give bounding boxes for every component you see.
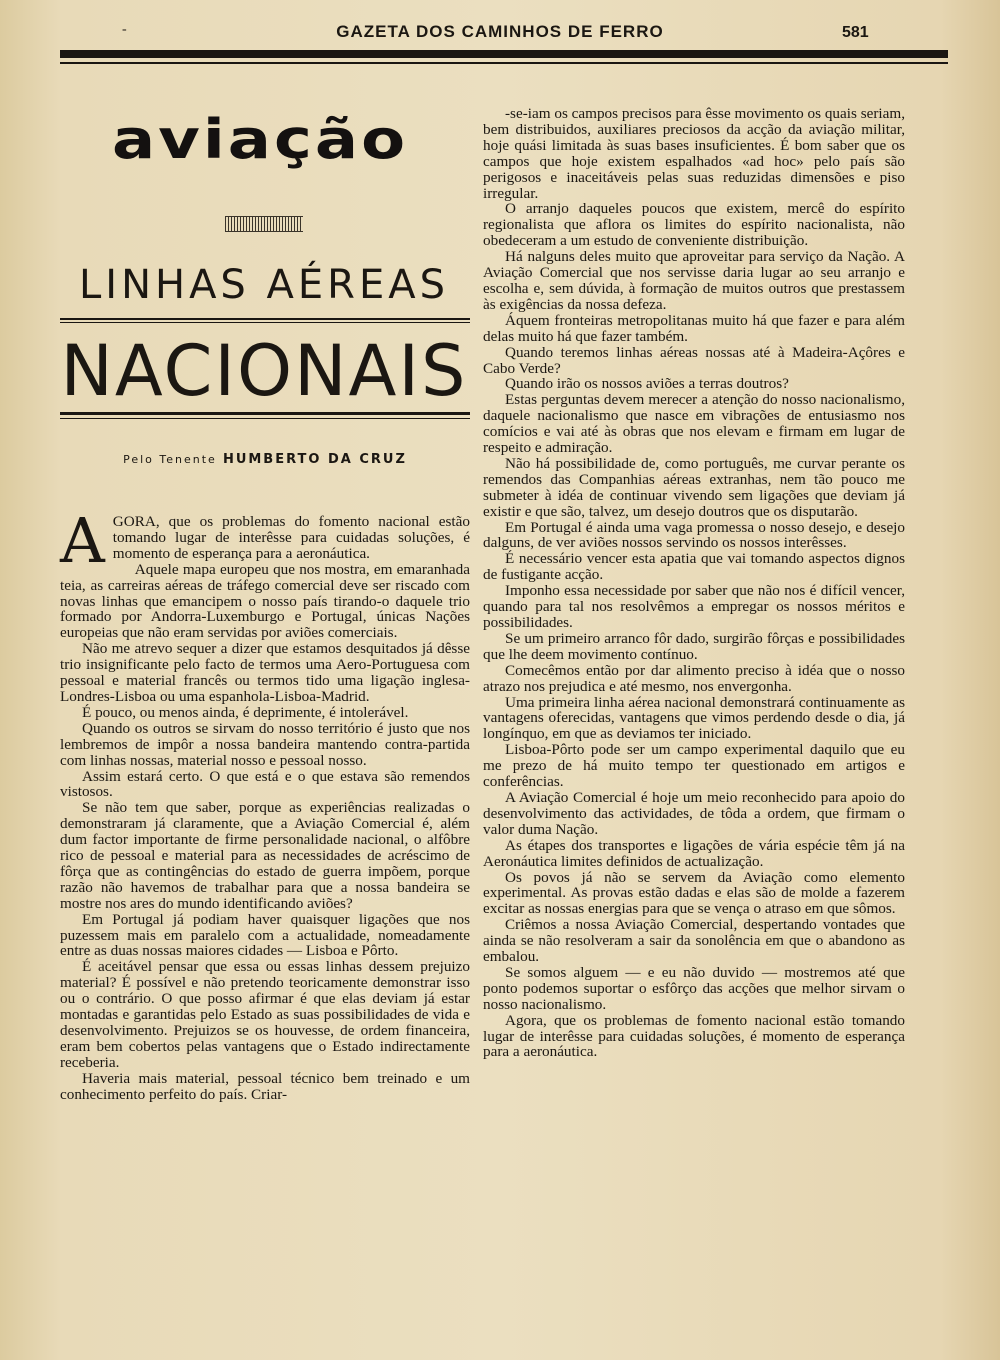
- article-paragraph: A Aviação Comercial é hoje um meio reconhecido para apoio do desenvolvimento das actividades, de tôda a ordem, que firmam o valor duma Nação.: [483, 788, 905, 838]
- article-paragraph: Agora, que os problemas de fomento nacional estão tomando lugar de interêsse para cuidadas soluções, é momento de esperança para a aeronáutica.: [483, 1011, 905, 1061]
- article-paragraph: É pouco, ou menos ainda, é deprimente, é intolerável.: [82, 703, 409, 721]
- article-paragraph: Uma primeira linha aérea nacional demonstrará continuamente as vantagens oferecidas, vantagens que vimos perdendo desde o dia, já longínquo, em que as deviamos ter iniciado.: [483, 693, 905, 743]
- article-paragraph: Assim estará certo. O que está e o que estava são remendos vistosos.: [60, 767, 470, 801]
- headline-line-2: NACIONAIS: [60, 330, 468, 412]
- section-title: aviação: [111, 108, 409, 172]
- article-paragraph: Imponho essa necessidade por saber que não nos é difícil vencer, quando para tal nos resolvêmos a empregar os nossos méritos e possibilidades.: [483, 582, 905, 631]
- article-paragraph: Os povos já não se servem da Aviação como elemento experimental. As provas estão dadas e elas são de molde a fazerem excitar as nossas energias para que se vença o atraso em que sômos.: [483, 868, 905, 918]
- article-paragraph: O arranjo daqueles poucos que existem, mercê do espírito regionalista que aflora os limites do espírito nacionalista, não obedeceram a um estudo de conveniente distribuição.: [483, 200, 905, 250]
- article-column-left: [60, 504, 470, 1103]
- headline-line-1: LINHAS AÉREAS: [78, 262, 449, 308]
- journal-title: GAZETA DOS CAMINHOS DE FERRO: [336, 22, 664, 41]
- article-paragraph: As étapes dos transportes e ligações de vária espécie têm já na Aeronáutica limites definidos de actualização.: [483, 836, 905, 870]
- header-dash: -: [122, 22, 127, 37]
- page-number: 581: [842, 24, 869, 41]
- article-paragraph: Haveria mais material, pessoal técnico bem treinado e um conhecimento perfeito do país. Criar-: [60, 1069, 470, 1103]
- byline-author: HUMBERTO DA CRUZ: [222, 452, 407, 467]
- article-paragraph: Se um primeiro arranco fôr dado, surgirão fôrças e possibilidades que lhe deem movimento contínuo.: [483, 629, 905, 663]
- headline-rule: [60, 318, 470, 320]
- header-rule-thin: [60, 62, 948, 64]
- headline-rule-bottom-thin: [60, 418, 470, 419]
- article-paragraph: Quando os outros se sirvam do nosso território é justo que nos lembremos de impôr a nossa bandeira mantendo contra-partida com linhas nossas, material nosso e pessoal nosso.: [60, 719, 470, 769]
- article-paragraph: É aceitável pensar que essa ou essas linhas dessem prejuizo material? É possível e não pretendo teoricamente demonstrar isso ou o contrário. O que posso afirmar é que elas deviam já estar montadas e garantidas pelo Estado as suas possibilidades de vida e desenvolvimento. Prejuizos se os houvesse, de ordem financeira, eram bem cobertos pelas vantagens que o Estado indirectamente receberia.: [60, 958, 470, 1071]
- article-paragraph: Em Portugal já podiam haver quaisquer ligações que nos puzessem mais em paralelo com a actualidade, nomeadamente entre as duas nossas maiores cidades — Lisboa e Pôrto.: [60, 910, 470, 960]
- article-paragraph: Em Portugal é ainda uma vaga promessa o nosso desejo, e desejo dalguns, de ver aviões nossos servindo os nossos interêsses.: [483, 518, 905, 552]
- article-paragraph: Quando teremos linhas aéreas nossas até à Madeira-Açôres e Cabo Verde?: [483, 343, 905, 377]
- byline: [60, 452, 470, 467]
- article-paragraph: Há nalguns deles muito que aproveitar para serviço da Nação. A Aviação Comercial que nos servisse daria lugar ao seu arranjo e escolha e, sem dúvida, à formação de muitos outros que prestassem às exigências da nossa defeza.: [483, 248, 905, 313]
- article-paragraph: Estas perguntas devem merecer a atenção do nosso nacionalismo, daquele nacionalismo que nasce em vibrações de entusiasmo nos comícios e vai até às obras que nos elevam e firmam em lugar de respeito e admiração.: [483, 391, 905, 457]
- article-paragraph: Se somos alguem — e eu não duvido — mostremos até que ponto podemos suportar o esfôrço das acções que melhor sirvam o nosso nacionalismo.: [483, 963, 905, 1013]
- article-paragraph: Aquele mapa europeu que nos mostra, em emaranhada teia, as carreiras aéreas de tráfego comercial deve ser riscado com novas linhas que emancipem o nosso país tirando-o daquele trio formado por Andorra-Luxemburgo e Portugal, únicas Nações europeias que não eram servidas por aviões comerciais.: [60, 560, 470, 642]
- article-paragraph: Lisboa-Pôrto pode ser um campo experimental daquilo que eu me prezo de há muito tempo ter questionado em artigos e conferências.: [483, 741, 905, 791]
- byline-prefix: Pelo Tenente: [123, 453, 217, 466]
- headline-rule-thin: [60, 322, 470, 323]
- header-rule-thick: [60, 50, 948, 58]
- headline-rule-bottom: [60, 412, 470, 415]
- article-paragraph: -se-iam os campos precisos para êsse movimento os quais seriam, bem distribuidos, auxiliares preciosos da acção da aviação militar, hoje quási limitada às suas bases insuficientes. É bom saber que os campos que hoje existem espalhados «ad hoc» pelo país são perigosos e inaceitáveis pelas suas reduzidas dimensões e piso irregular.: [483, 105, 905, 202]
- article-paragraph: Comecêmos então por dar alimento preciso à idéa que o nosso atrazo nos prejudica e até mesmo, nos envergonha.: [483, 661, 905, 695]
- drop-cap: A: [60, 504, 105, 577]
- article-paragraph: Criêmos a nossa Aviação Comercial, despertando vontades que ainda se não resolveram a sair da sonolência em que o abandono as embalou.: [483, 916, 905, 966]
- article-paragraph: GORA, que os problemas do fomento nacional estão tomando lugar de interêsse para cuidadas soluções, é momento de esperança para a aeronáutica.: [112, 513, 470, 562]
- article-column-right: [483, 106, 905, 1060]
- decorative-ornament: [225, 216, 303, 232]
- article-paragraph: É necessário vencer esta apatia que vai tomando aspectos dignos de fustigante acção.: [483, 550, 905, 584]
- article-paragraph: Quando irão os nossos aviões a terras doutros?: [505, 375, 789, 393]
- article-paragraph: Se não tem que saber, porque as experiências realizadas o demonstraram já claramente, que a Aviação Comercial é, além dum factor importante de firme personalidade nacional, o alfôbre rico de pessoal e material para as necessidades de acréscimo de fôrça que as contingências do estado de guerra impõem, porque razão não havemos de trabalhar para que a nossa bandeira se mostre nos ares do mundo identificando aviões?: [60, 799, 470, 912]
- article-paragraph: Não me atrevo sequer a dizer que estamos desquitados já dêsse trio insignificante pelo facto de termos uma Aero-Portuguesa com pessoal e material francês ou termos tido uma ligação inglesa-Londres-Lisboa ou uma espanhola-Lisboa-Madrid.: [60, 640, 470, 705]
- article-paragraph: Áquem fronteiras metropolitanas muito há que fazer e para além delas muito há que fazer também.: [483, 311, 905, 345]
- article-paragraph: Não há possibilidade de, como português, me curvar perante os remendos das Companhias aéreas extranhas, nem tão pouco me submeter à idéa de continuar vivendo sem ligações que deviam já existir e que são, talvez, um desejo doutros que os disputarão.: [483, 454, 905, 520]
